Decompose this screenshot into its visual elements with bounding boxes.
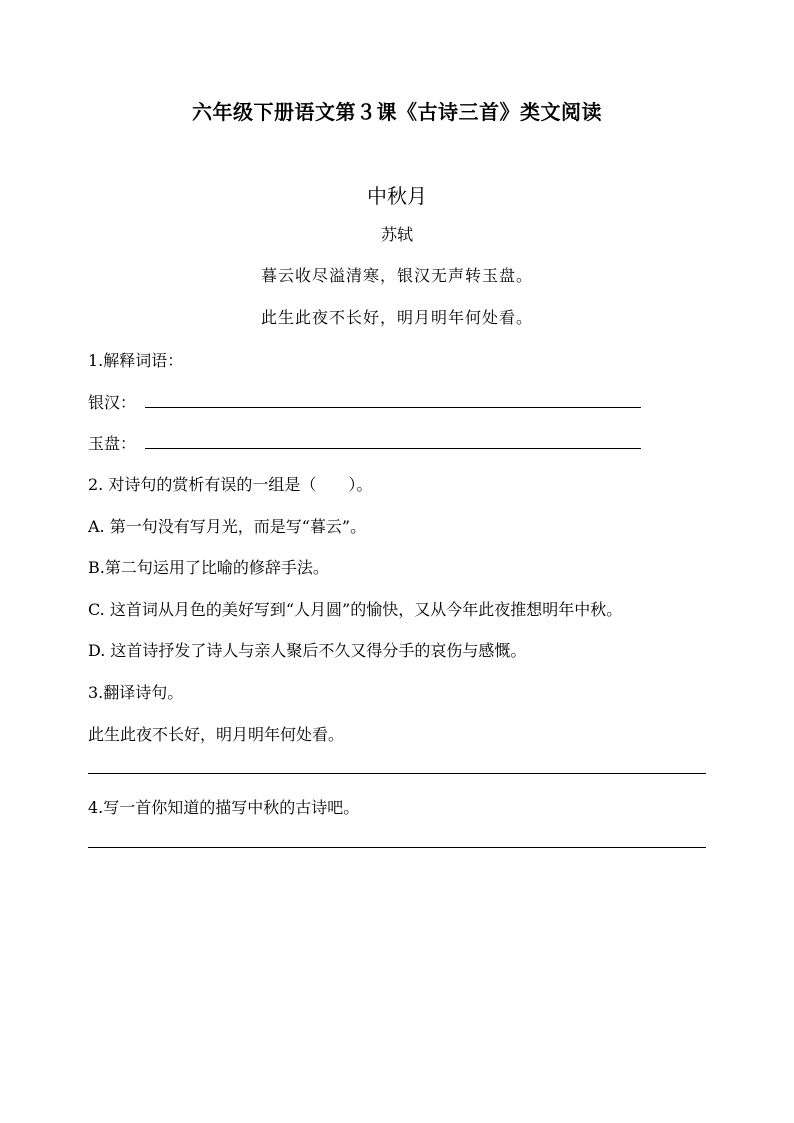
poem-author: 苏轼 (380, 225, 413, 244)
answer-blank-line[interactable] (88, 847, 706, 848)
question-2-option-a: A. 第一句没有写月光，而是写“暮云”。 (88, 517, 367, 536)
question-2-option-d: D. 这首诗抒发了诗人与亲人聚后不久又得分手的哀伤与感慨。 (88, 641, 527, 660)
question-1-item-label: 玉盘： (88, 434, 137, 453)
poem-line: 此生此夜不长好，明月明年何处看。 (260, 308, 533, 327)
question-3-line: 此生此夜不长好，明月明年何处看。 (88, 725, 345, 744)
question-3-prompt: 3.翻译诗句。 (88, 683, 184, 702)
answer-blank-line[interactable] (88, 773, 706, 774)
poem-line: 暮云收尽溢清寒，银汉无声转玉盘。 (260, 266, 533, 285)
question-1-item-label: 银汉： (88, 393, 137, 412)
question-2-option-b: B.第二句运用了比喻的修辞手法。 (88, 558, 329, 577)
question-2-option-c: C. 这首词从月色的美好写到“人月圆”的愉快，又从今年此夜推想明年中秋。 (88, 600, 623, 619)
question-4-prompt: 4.写一首你知道的描写中秋的古诗吧。 (88, 798, 360, 817)
poem-title: 中秋月 (367, 184, 427, 208)
page-title: 六年级下册语文第３课《古诗三首》类文阅读 (192, 100, 602, 124)
answer-blank-line[interactable] (145, 448, 641, 449)
question-2-prompt: 2. 对诗句的赏析有误的一组是（ ）。 (88, 475, 373, 494)
answer-blank-line[interactable] (145, 407, 641, 408)
question-1-prompt: 1.解释词语： (88, 351, 184, 370)
